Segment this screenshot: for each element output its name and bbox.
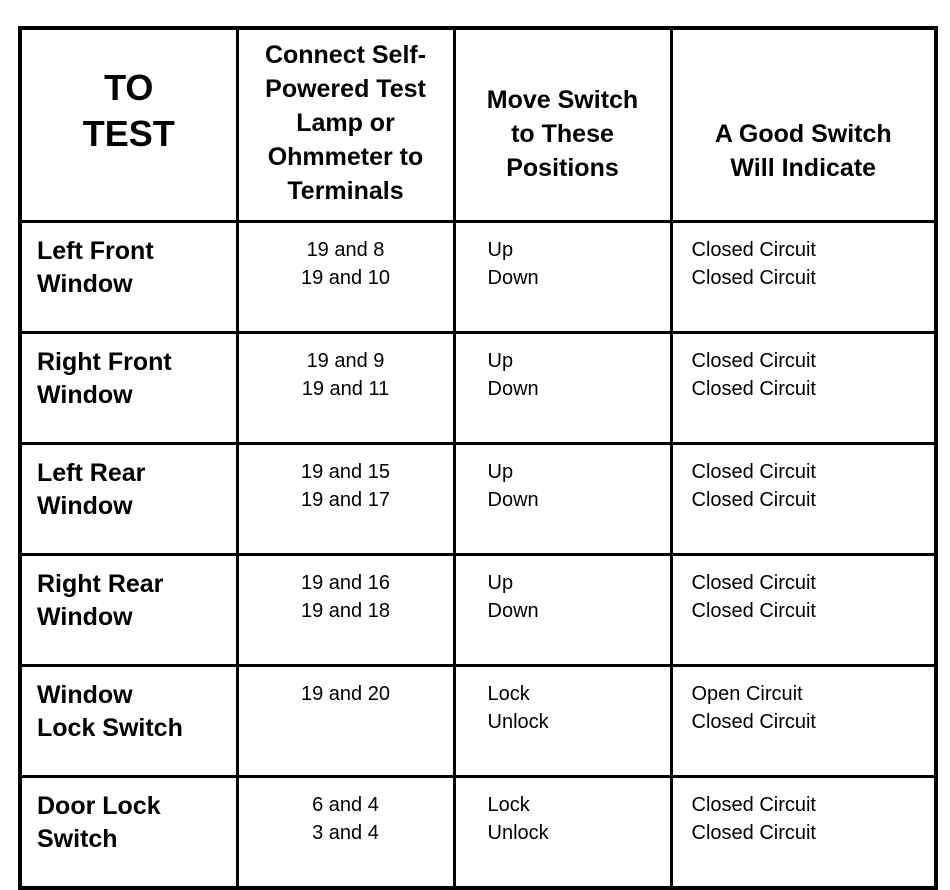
- terminal-pair: 19 and 9: [306, 349, 385, 372]
- test-item-cell: [20, 221, 237, 332]
- test-item-line: Right Rear: [37, 569, 164, 598]
- terminals-cell: [237, 332, 454, 443]
- test-item-line: Door Lock: [37, 791, 161, 820]
- circuit-result: Closed Circuit: [691, 793, 816, 816]
- terminal-pair: 19 and 16: [301, 571, 390, 594]
- circuit-result: Closed Circuit: [691, 571, 816, 594]
- header-connect-line: Terminals: [287, 176, 404, 205]
- terminal-pair: 19 and 18: [301, 599, 390, 622]
- header-connect-line: Powered Test: [265, 74, 426, 103]
- header-connect-line: Ohmmeter to: [267, 142, 424, 171]
- terminal-pair: 19 and 10: [301, 266, 390, 289]
- test-item-line: Switch: [37, 824, 118, 853]
- circuit-result: Closed Circuit: [691, 349, 816, 372]
- positions-cell: [454, 332, 671, 443]
- header-to-test-line: TO: [104, 66, 154, 108]
- positions-cell: [454, 554, 671, 665]
- terminals-cell: [237, 554, 454, 665]
- terminals-cell: [237, 221, 454, 332]
- terminal-pair: 6 and 4: [312, 793, 379, 816]
- header-connect-line: Connect Self-: [264, 40, 427, 69]
- test-item-line: Window: [37, 680, 133, 709]
- switch-position: Down: [487, 266, 539, 289]
- header-move-line: Positions: [506, 153, 619, 182]
- terminal-pair: 19 and 8: [306, 238, 385, 261]
- table-row: [20, 443, 936, 554]
- circuit-result: Closed Circuit: [691, 821, 816, 844]
- results-cell: [671, 665, 936, 776]
- terminal-pair: 19 and 11: [301, 377, 390, 400]
- switch-position: Up: [487, 460, 514, 483]
- circuit-result: Closed Circuit: [691, 488, 816, 511]
- switch-position: Down: [487, 377, 539, 400]
- header-move-line: to These: [511, 119, 614, 148]
- positions-cell: [454, 221, 671, 332]
- table-row: [20, 665, 936, 776]
- circuit-result: Closed Circuit: [691, 599, 816, 622]
- switch-test-table: [18, 26, 938, 890]
- terminal-pair: 3 and 4: [312, 821, 379, 844]
- table-row: [20, 221, 936, 332]
- circuit-result: Closed Circuit: [691, 377, 816, 400]
- test-item-cell: [20, 332, 237, 443]
- header-to-test: [20, 28, 237, 221]
- terminal-pair: 19 and 17: [301, 488, 390, 511]
- positions-cell: [454, 443, 671, 554]
- circuit-result: Closed Circuit: [691, 238, 816, 261]
- header-connect-line: Lamp or: [296, 108, 395, 137]
- switch-position: Lock: [487, 682, 530, 705]
- test-item-cell: [20, 443, 237, 554]
- header-connect-terminals: [237, 28, 454, 221]
- results-cell: [671, 554, 936, 665]
- header-move-line: Move Switch: [486, 85, 639, 114]
- results-cell: [671, 332, 936, 443]
- switch-position: Lock: [487, 793, 530, 816]
- header-move-switch: [454, 28, 671, 221]
- test-item-line: Lock Switch: [37, 713, 183, 742]
- test-item-cell: [20, 554, 237, 665]
- positions-cell: [454, 665, 671, 776]
- table-row: [20, 554, 936, 665]
- test-item-line: Left Rear: [37, 458, 146, 487]
- header-indicate-line: A Good Switch: [714, 119, 892, 148]
- terminals-cell: [237, 443, 454, 554]
- circuit-result: Closed Circuit: [691, 460, 816, 483]
- results-cell: [671, 221, 936, 332]
- switch-position: Unlock: [487, 821, 549, 844]
- header-row: [20, 28, 936, 221]
- switch-position: Up: [487, 571, 514, 594]
- switch-position: Unlock: [487, 710, 549, 733]
- test-item-cell: [20, 665, 237, 776]
- table-row: [20, 332, 936, 443]
- circuit-result: Open Circuit: [691, 682, 803, 705]
- circuit-result: Closed Circuit: [691, 266, 816, 289]
- switch-position: Down: [487, 599, 539, 622]
- test-item-line: Window: [37, 269, 133, 298]
- header-to-test-line: TEST: [82, 112, 175, 154]
- terminal-pair: 19 and 15: [301, 460, 390, 483]
- test-item-line: Window: [37, 602, 133, 631]
- header-good-switch: [671, 28, 936, 221]
- terminal-pair: 19 and 20: [301, 682, 390, 705]
- header-indicate-line: Will Indicate: [730, 153, 877, 182]
- test-item-line: Left Front: [37, 236, 154, 265]
- switch-position: Up: [487, 238, 514, 261]
- results-cell: [671, 443, 936, 554]
- terminals-cell: [237, 665, 454, 776]
- test-item-line: Window: [37, 491, 133, 520]
- switch-position: Up: [487, 349, 514, 372]
- test-item-line: Right Front: [37, 347, 172, 376]
- switch-position: Down: [487, 488, 539, 511]
- circuit-result: Closed Circuit: [691, 710, 816, 733]
- test-item-line: Window: [37, 380, 133, 409]
